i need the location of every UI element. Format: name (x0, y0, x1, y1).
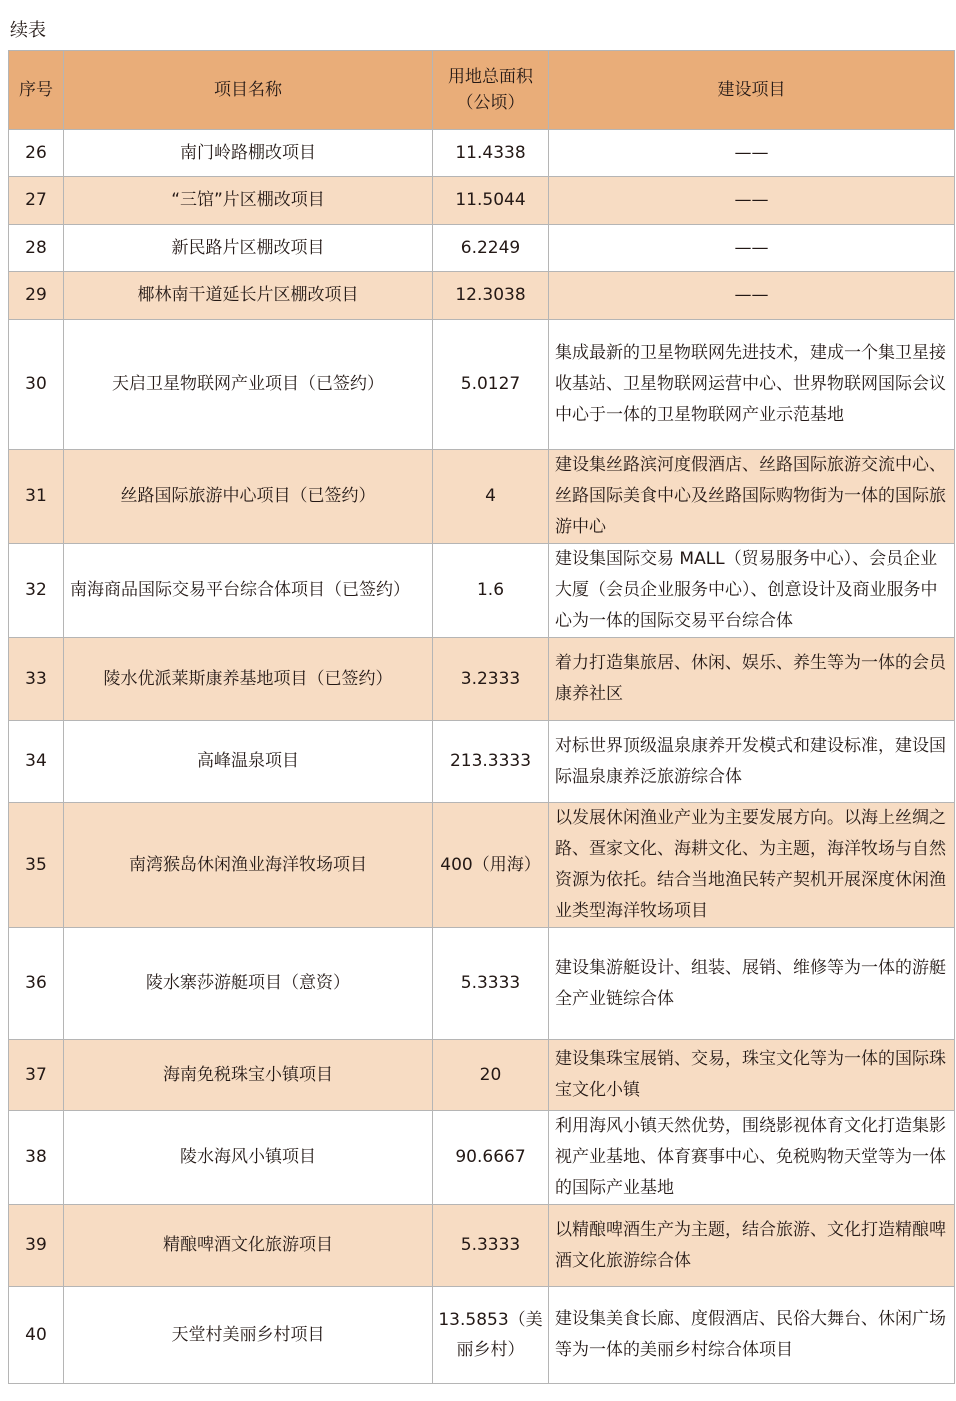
cell-name: 陵水寨莎游艇项目（意资） (64, 928, 433, 1040)
cell-name: 陵水优派莱斯康养基地项目（已签约） (64, 638, 433, 721)
cell-area: 3.2333 (433, 638, 549, 721)
cell-name: 新民路片区棚改项目 (64, 225, 433, 272)
cell-area: 90.6667 (433, 1111, 549, 1205)
table-row (9, 721, 955, 803)
cell-no: 37 (9, 1040, 64, 1111)
cell-area: 4 (433, 450, 549, 544)
cell-no: 40 (9, 1287, 64, 1384)
cell-content: —— (549, 272, 955, 320)
table-row (9, 450, 955, 544)
table-row (9, 177, 955, 225)
cell-name: 精酿啤酒文化旅游项目 (64, 1205, 433, 1287)
cell-area: 5.3333 (433, 1205, 549, 1287)
cell-area: 400（用海） (433, 803, 549, 928)
cell-content: 建设集游艇设计、组装、展销、维修等为一体的游艇全产业链综合体 (549, 928, 955, 1040)
table-row (9, 1040, 955, 1111)
cell-content: 对标世界顶级温泉康养开发模式和建设标准，建设国际温泉康养泛旅游综合体 (549, 721, 955, 803)
cell-content: 建设集国际交易 MALL（贸易服务中心）、会员企业大厦（会员企业服务中心）、创意设计及商业服务中心为一体的国际交易平台综合体 (549, 544, 955, 638)
cell-no: 31 (9, 450, 64, 544)
projects-table (8, 50, 955, 1384)
table-row (9, 928, 955, 1040)
table-caption: 续表 (10, 20, 46, 41)
cell-area: 6.2249 (433, 225, 549, 272)
cell-area: 20 (433, 1040, 549, 1111)
cell-content: 着力打造集旅居、休闲、娱乐、养生等为一体的会员康养社区 (549, 638, 955, 721)
table-row (9, 320, 955, 450)
cell-no: 35 (9, 803, 64, 928)
cell-content: —— (549, 130, 955, 177)
header-name: 项目名称 (64, 51, 433, 130)
cell-area: 13.5853（美丽乡村） (433, 1287, 549, 1384)
cell-no: 39 (9, 1205, 64, 1287)
cell-name: 南海商品国际交易平台综合体项目（已签约） (64, 544, 433, 638)
cell-no: 26 (9, 130, 64, 177)
cell-no: 33 (9, 638, 64, 721)
cell-area: 11.5044 (433, 177, 549, 225)
cell-area: 12.3038 (433, 272, 549, 320)
table-row (9, 803, 955, 928)
cell-name: 高峰温泉项目 (64, 721, 433, 803)
cell-area: 213.3333 (433, 721, 549, 803)
cell-name: 椰林南干道延长片区棚改项目 (64, 272, 433, 320)
table-row (9, 544, 955, 638)
cell-no: 28 (9, 225, 64, 272)
cell-area: 11.4338 (433, 130, 549, 177)
cell-no: 36 (9, 928, 64, 1040)
table-row (9, 130, 955, 177)
table-row (9, 1111, 955, 1205)
table-row (9, 1205, 955, 1287)
cell-area: 1.6 (433, 544, 549, 638)
cell-area: 5.3333 (433, 928, 549, 1040)
cell-no: 34 (9, 721, 64, 803)
header-content: 建设项目 (549, 51, 955, 130)
cell-content: 利用海风小镇天然优势，围绕影视体育文化打造集影视产业基地、体育赛事中心、免税购物天堂等为一体的国际产业基地 (549, 1111, 955, 1205)
cell-no: 27 (9, 177, 64, 225)
cell-no: 32 (9, 544, 64, 638)
table-row (9, 272, 955, 320)
cell-name: 海南免税珠宝小镇项目 (64, 1040, 433, 1111)
cell-content: 建设集丝路滨河度假酒店、丝路国际旅游交流中心、丝路国际美食中心及丝路国际购物街为一体的国际旅游中心 (549, 450, 955, 544)
cell-name: 天堂村美丽乡村项目 (64, 1287, 433, 1384)
cell-content: 以精酿啤酒生产为主题，结合旅游、文化打造精酿啤酒文化旅游综合体 (549, 1205, 955, 1287)
table-header-row (9, 51, 955, 130)
header-area-line2: （公顷） (456, 93, 525, 113)
cell-content: 集成最新的卫星物联网先进技术，建成一个集卫星接收基站、卫星物联网运营中心、世界物联网国际会议中心于一体的卫星物联网产业示范基地 (549, 320, 955, 450)
cell-content: —— (549, 177, 955, 225)
header-area (433, 51, 549, 130)
table-row (9, 1287, 955, 1384)
cell-name: 陵水海风小镇项目 (64, 1111, 433, 1205)
table-row (9, 225, 955, 272)
header-area-line1: 用地总面积 (448, 67, 533, 87)
cell-content: 建设集美食长廊、度假酒店、民俗大舞台、休闲广场等为一体的美丽乡村综合体项目 (549, 1287, 955, 1384)
header-no: 序号 (9, 51, 64, 130)
cell-name: 南门岭路棚改项目 (64, 130, 433, 177)
cell-name: 丝路国际旅游中心项目（已签约） (64, 450, 433, 544)
cell-no: 29 (9, 272, 64, 320)
cell-content: 以发展休闲渔业产业为主要发展方向。以海上丝绸之路、疍家文化、海耕文化、为主题，海洋牧场与自然资源为依托。结合当地渔民转产契机开展深度休闲渔业类型海洋牧场项目 (549, 803, 955, 928)
cell-name: “三馆”片区棚改项目 (64, 177, 433, 225)
table-row (9, 638, 955, 721)
cell-no: 30 (9, 320, 64, 450)
cell-content: —— (549, 225, 955, 272)
cell-no: 38 (9, 1111, 64, 1205)
cell-name: 天启卫星物联网产业项目（已签约） (64, 320, 433, 450)
cell-area: 5.0127 (433, 320, 549, 450)
cell-name: 南湾猴岛休闲渔业海洋牧场项目 (64, 803, 433, 928)
cell-content: 建设集珠宝展销、交易，珠宝文化等为一体的国际珠宝文化小镇 (549, 1040, 955, 1111)
